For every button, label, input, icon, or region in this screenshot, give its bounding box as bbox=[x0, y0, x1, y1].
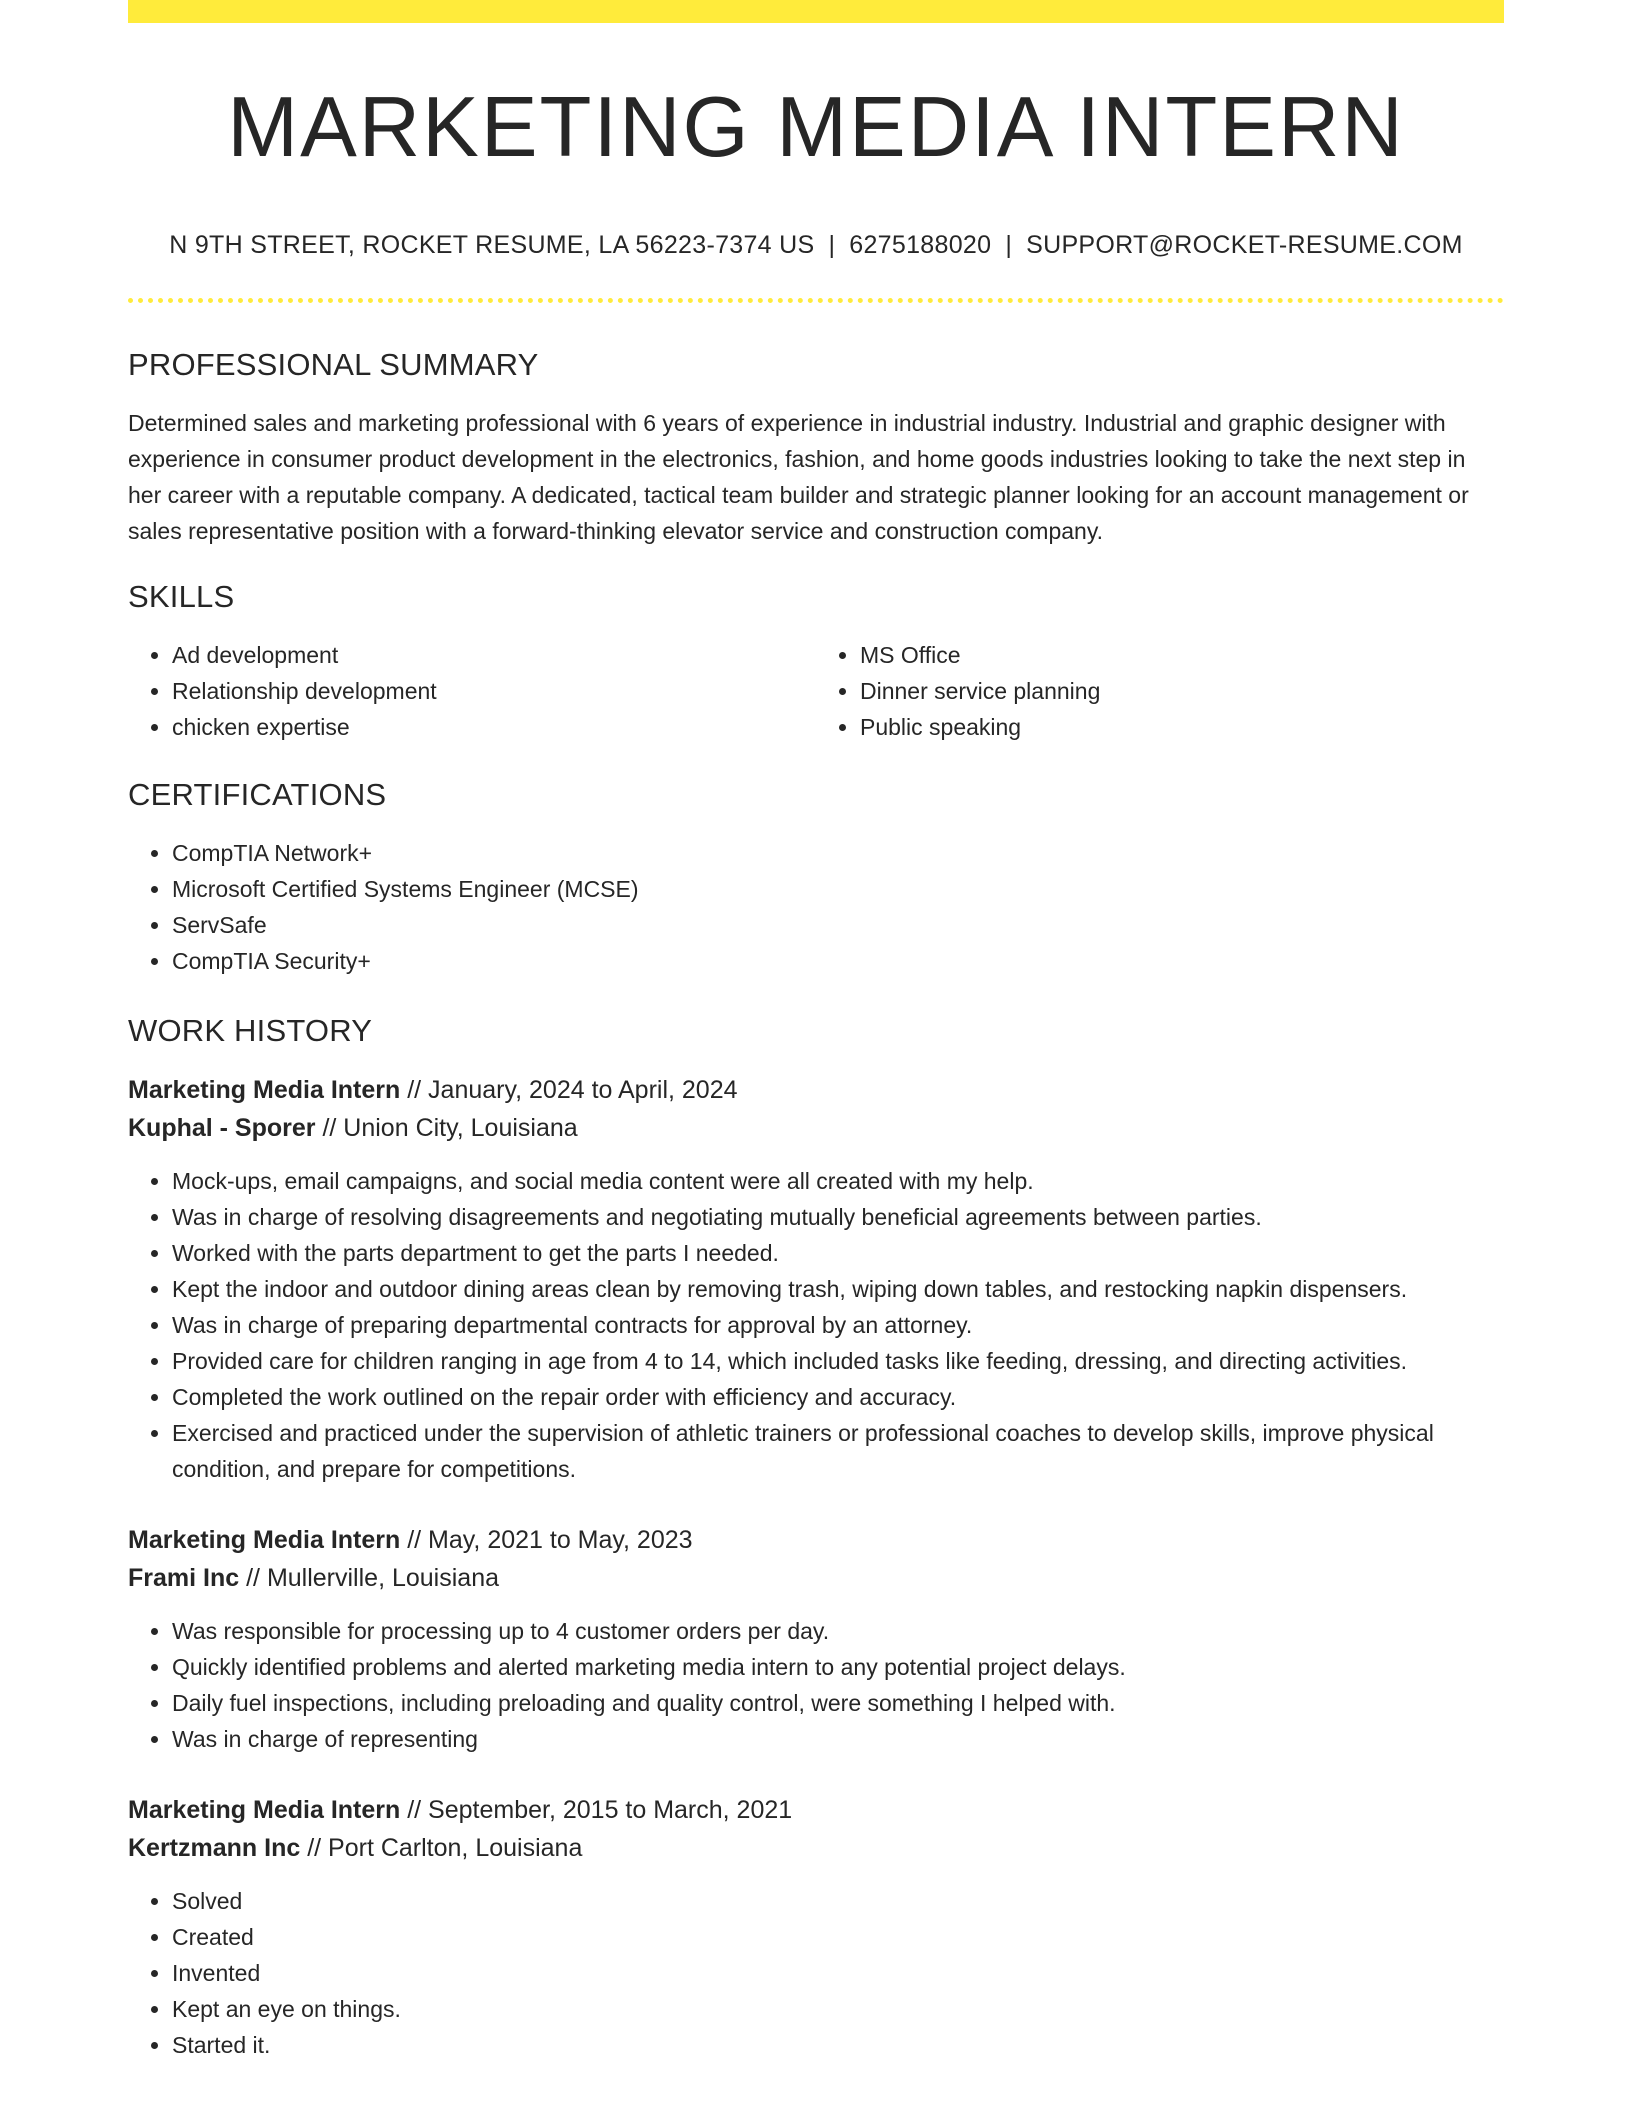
job-bullet: • Invented bbox=[172, 1955, 1504, 1991]
skills-title: SKILLS bbox=[128, 578, 235, 614]
job-role: Marketing Media Intern bbox=[128, 1075, 401, 1104]
job-bullets bbox=[128, 1163, 1504, 1487]
job-company: Frami Inc bbox=[128, 1563, 240, 1592]
job-bullet: • Mock-ups, email campaigns, and social media content were all created with my help. bbox=[172, 1163, 1504, 1199]
job-company: Kuphal - Sporer bbox=[128, 1113, 316, 1142]
resume-page bbox=[128, 0, 1504, 2063]
summary-text: Determined sales and marketing professional with 6 years of experience in industrial industry. Industrial and graphic designer with experience in consumer product development in the electronics, fashion, and home goods industries looking to take the next step in her career with a reputable company. A dedicated, tactical team builder and strategic planner looking for an account management or sales representative position with a forward-thinking elevator service and construction company. bbox=[128, 409, 1469, 544]
job-location: // Union City, Louisiana bbox=[315, 1113, 578, 1142]
job-bullet: • Daily fuel inspections, including preloading and quality control, were something I helped with. bbox=[172, 1685, 1504, 1721]
skill-item: • MS Office bbox=[860, 637, 1504, 673]
skill-item: • Dinner service planning bbox=[860, 673, 1504, 709]
job-role: Marketing Media Intern bbox=[128, 1795, 401, 1824]
job-bullet: • Was in charge of representing bbox=[172, 1721, 1504, 1757]
skill-item: • Ad development bbox=[172, 637, 816, 673]
job-bullet: • Provided care for children ranging in age from 4 to 14, which included tasks like feeding, dressing, and directing activities. bbox=[172, 1343, 1504, 1379]
skills-list bbox=[128, 637, 1504, 745]
job-role: Marketing Media Intern bbox=[128, 1525, 401, 1554]
job-location: // Port Carlton, Louisiana bbox=[300, 1833, 583, 1862]
contact-separator: | bbox=[828, 230, 836, 259]
job-bullet: • Kept the indoor and outdoor dining areas clean by removing trash, wiping down tables, and restocking napkin dispensers. bbox=[172, 1271, 1504, 1307]
job-title-line bbox=[128, 1791, 1504, 1829]
job-bullet: • Was responsible for processing up to 4 customer orders per day. bbox=[172, 1613, 1504, 1649]
certifications-title: CERTIFICATIONS bbox=[128, 776, 387, 812]
skill-item: • Relationship development bbox=[172, 673, 816, 709]
job-bullet: • Created bbox=[172, 1919, 1504, 1955]
job-company-line bbox=[128, 1109, 1504, 1147]
job-company: Kertzmann Inc bbox=[128, 1833, 301, 1862]
skill-item: • chicken expertise bbox=[172, 709, 816, 745]
contact-separator: | bbox=[1005, 230, 1013, 259]
job-company-line bbox=[128, 1829, 1504, 1867]
job-bullet: • Completed the work outlined on the repair order with efficiency and accuracy. bbox=[172, 1379, 1504, 1415]
job-title-line bbox=[128, 1521, 1504, 1559]
work-history-title: WORK HISTORY bbox=[128, 1012, 373, 1048]
resume-name: MARKETING MEDIA INTERN bbox=[227, 80, 1405, 175]
contact-line bbox=[128, 231, 1504, 260]
certification-item: • CompTIA Security+ bbox=[172, 943, 1504, 979]
job-bullet: • Started it. bbox=[172, 2027, 1504, 2063]
dotted-divider bbox=[128, 298, 1504, 303]
certification-item: • CompTIA Network+ bbox=[172, 835, 1504, 871]
top-accent-bar bbox=[128, 0, 1504, 23]
job-bullet: • Solved bbox=[172, 1883, 1504, 1919]
job-bullet: • Exercised and practiced under the supervision of athletic trainers or professional coaches to develop skills, improve physical condition, and prepare for competitions. bbox=[172, 1415, 1504, 1487]
job-dates: // January, 2024 to April, 2024 bbox=[400, 1075, 738, 1104]
job-bullets bbox=[128, 1613, 1504, 1757]
job-bullet: • Quickly identified problems and alerted marketing media intern to any potential project delays. bbox=[172, 1649, 1504, 1685]
job-bullets bbox=[128, 1883, 1504, 2063]
job-location: // Mullerville, Louisiana bbox=[239, 1563, 499, 1592]
certification-item: • Microsoft Certified Systems Engineer (MCSE) bbox=[172, 871, 1504, 907]
job-dates: // May, 2021 to May, 2023 bbox=[400, 1525, 693, 1554]
job-title-line bbox=[128, 1071, 1504, 1109]
contact-email: SUPPORT@ROCKET-RESUME.COM bbox=[1026, 230, 1463, 259]
job-bullet: • Worked with the parts department to get the parts I needed. bbox=[172, 1235, 1504, 1271]
contact-phone: 6275188020 bbox=[849, 230, 992, 259]
skill-item: • Public speaking bbox=[860, 709, 1504, 745]
certifications-list bbox=[128, 835, 1504, 979]
job-company-line bbox=[128, 1559, 1504, 1597]
job-dates: // September, 2015 to March, 2021 bbox=[400, 1795, 793, 1824]
skills-left-column bbox=[128, 637, 816, 745]
job-bullet: • Kept an eye on things. bbox=[172, 1991, 1504, 2027]
job-bullet: • Was in charge of resolving disagreements and negotiating mutually beneficial agreements between parties. bbox=[172, 1199, 1504, 1235]
job-bullet: • Was in charge of preparing departmental contracts for approval by an attorney. bbox=[172, 1307, 1504, 1343]
skills-right-column bbox=[816, 637, 1504, 745]
contact-address: N 9TH STREET, ROCKET RESUME, LA 56223-7374 US bbox=[169, 230, 815, 259]
certification-item: • ServSafe bbox=[172, 907, 1504, 943]
summary-title: PROFESSIONAL SUMMARY bbox=[128, 346, 539, 382]
